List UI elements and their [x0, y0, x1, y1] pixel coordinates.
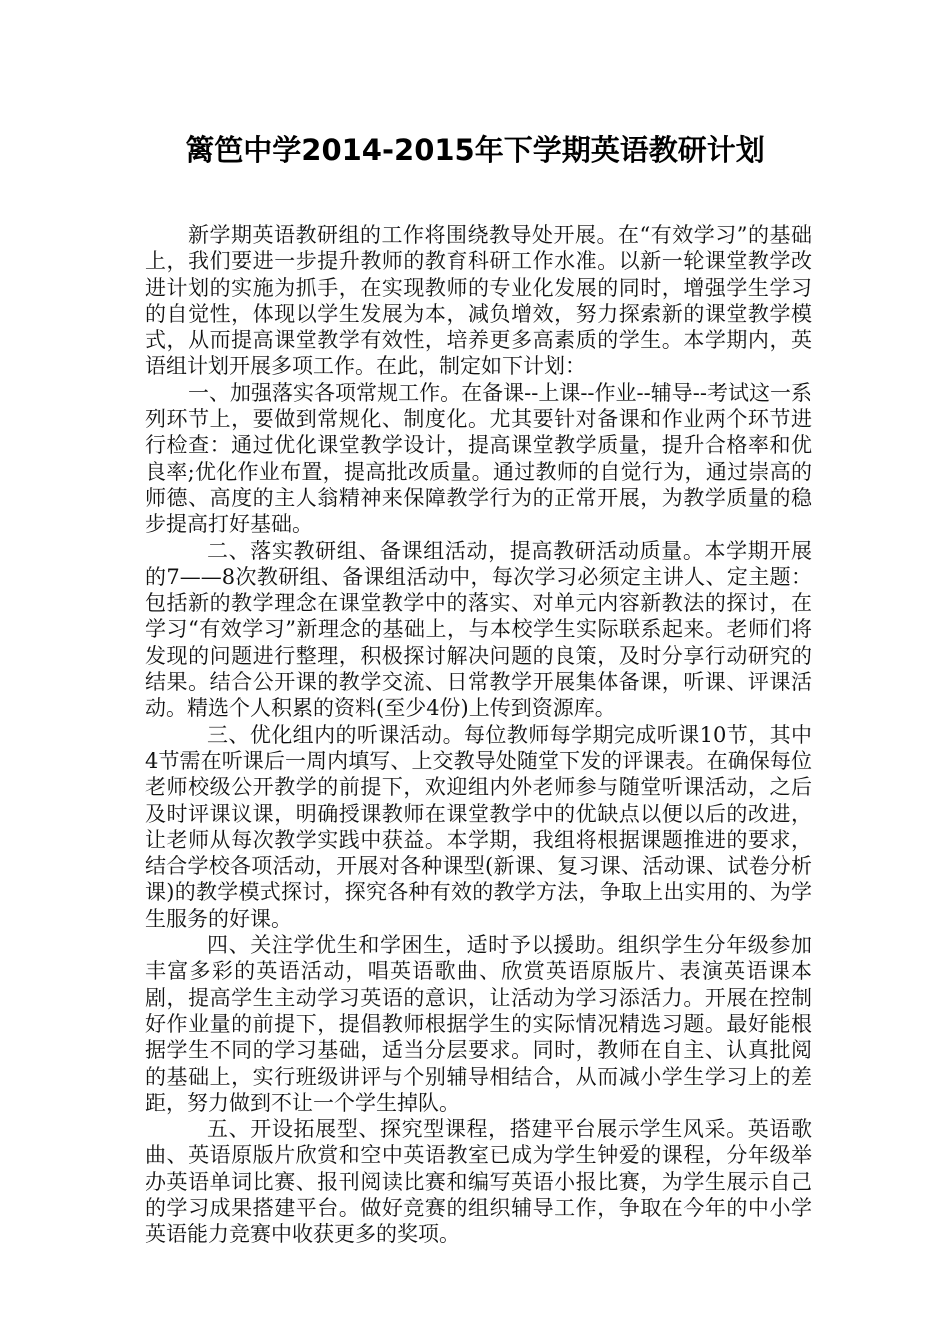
intro-paragraph: 新学期英语教研组的工作将围绕教导处开展。在“有效学习”的基础上，我们要进一步提升教师的教育科研工作水准。以新一轮课堂教学改进计划的实施为抓手，在实现教师的专业化发展的同时，增强学生学习的自觉性，体现以学生发展为本，减负增效，努力探索新的课堂教学模式，从而提高课堂教学有效性，培养更多高素质的学生。本学期内，英语组计划开展多项工作。在此，制定如下计划：: [145, 223, 812, 379]
document-title: 篱笆中学2014-2015年下学期英语教研计划: [185, 133, 765, 167]
document-body: [145, 222, 812, 1248]
section-4-paragraph: 四、关注学优生和学困生，适时予以援助。组织学生分年级参加丰富多彩的英语活动，唱英语歌曲、欣赏英语原版片、表演英语课本剧，提高学生主动学习英语的意识，让活动为学习添活力。开展在控制好作业量的前提下，提倡教师根据学生的实际情况精选习题。最好能根据学生不同的学习基础，适当分层要求。同时，教师在自主、认真批阅的基础上，实行班级讲评与个别辅导相结合，从而减小学生学习上的差距，努力做到不让一个学生掉队。: [145, 933, 812, 1115]
section-2-paragraph: 二、落实教研组、备课组活动，提高教研活动质量。本学期开展的7——8次教研组、备课组活动中，每次学习必须定主讲人、定主题：包括新的教学理念在课堂教学中的落实、对单元内容新教法的探讨，在学习“有效学习”新理念的基础上，与本校学生实际联系起来。老师们将发现的问题进行整理，积极探讨解决问题的良策，及时分享行动研究的结果。结合公开课的教学交流、日常教学开展集体备课，听课、评课活动。精选个人积累的资料(至少4份)上传到资源库。: [145, 538, 812, 721]
section-1-paragraph: 一、加强落实各项常规工作。在备课--上课--作业--辅导--考试这一系列环节上，要做到常规化、制度化。尤其要针对备课和作业两个环节进行检查：通过优化课堂教学设计，提高课堂教学质量，提升合格率和优良率;优化作业布置，提高批改质量。通过教师的自觉行为，通过崇高的师德、高度的主人翁精神来保障教学行为的正常开展，为教学质量的稳步提高打好基础。: [145, 380, 812, 537]
section-5-paragraph: 五、开设拓展型、探究型课程，搭建平台展示学生风采。英语歌曲、英语原版片欣赏和空中英语教室已成为学生钟爱的课程，分年级举办英语单词比赛、报刊阅读比赛和编写英语小报比赛，为学生展示自己的学习成果搭建平台。做好竞赛的组织辅导工作，争取在今年的中小学英语能力竞赛中收获更多的奖项。: [145, 1117, 812, 1247]
section-3-paragraph: 三、优化组内的听课活动。每位教师每学期完成听课10节，其中4节需在听课后一周内填写、上交教导处随堂下发的评课表。在确保每位老师校级公开教学的前提下，欢迎组内外老师参与随堂听课活动，之后及时评课议课，明确授课教师在课堂教学中的优缺点以便以后的改进，让老师从每次教学实践中获益。本学期，我组将根据课题推进的要求，结合学校各项活动，开展对各种课型(新课、复习课、活动课、试卷分析课)的教学模式探讨，探究各种有效的教学方法，争取上出实用的、为学生服务的好课。: [145, 722, 812, 931]
